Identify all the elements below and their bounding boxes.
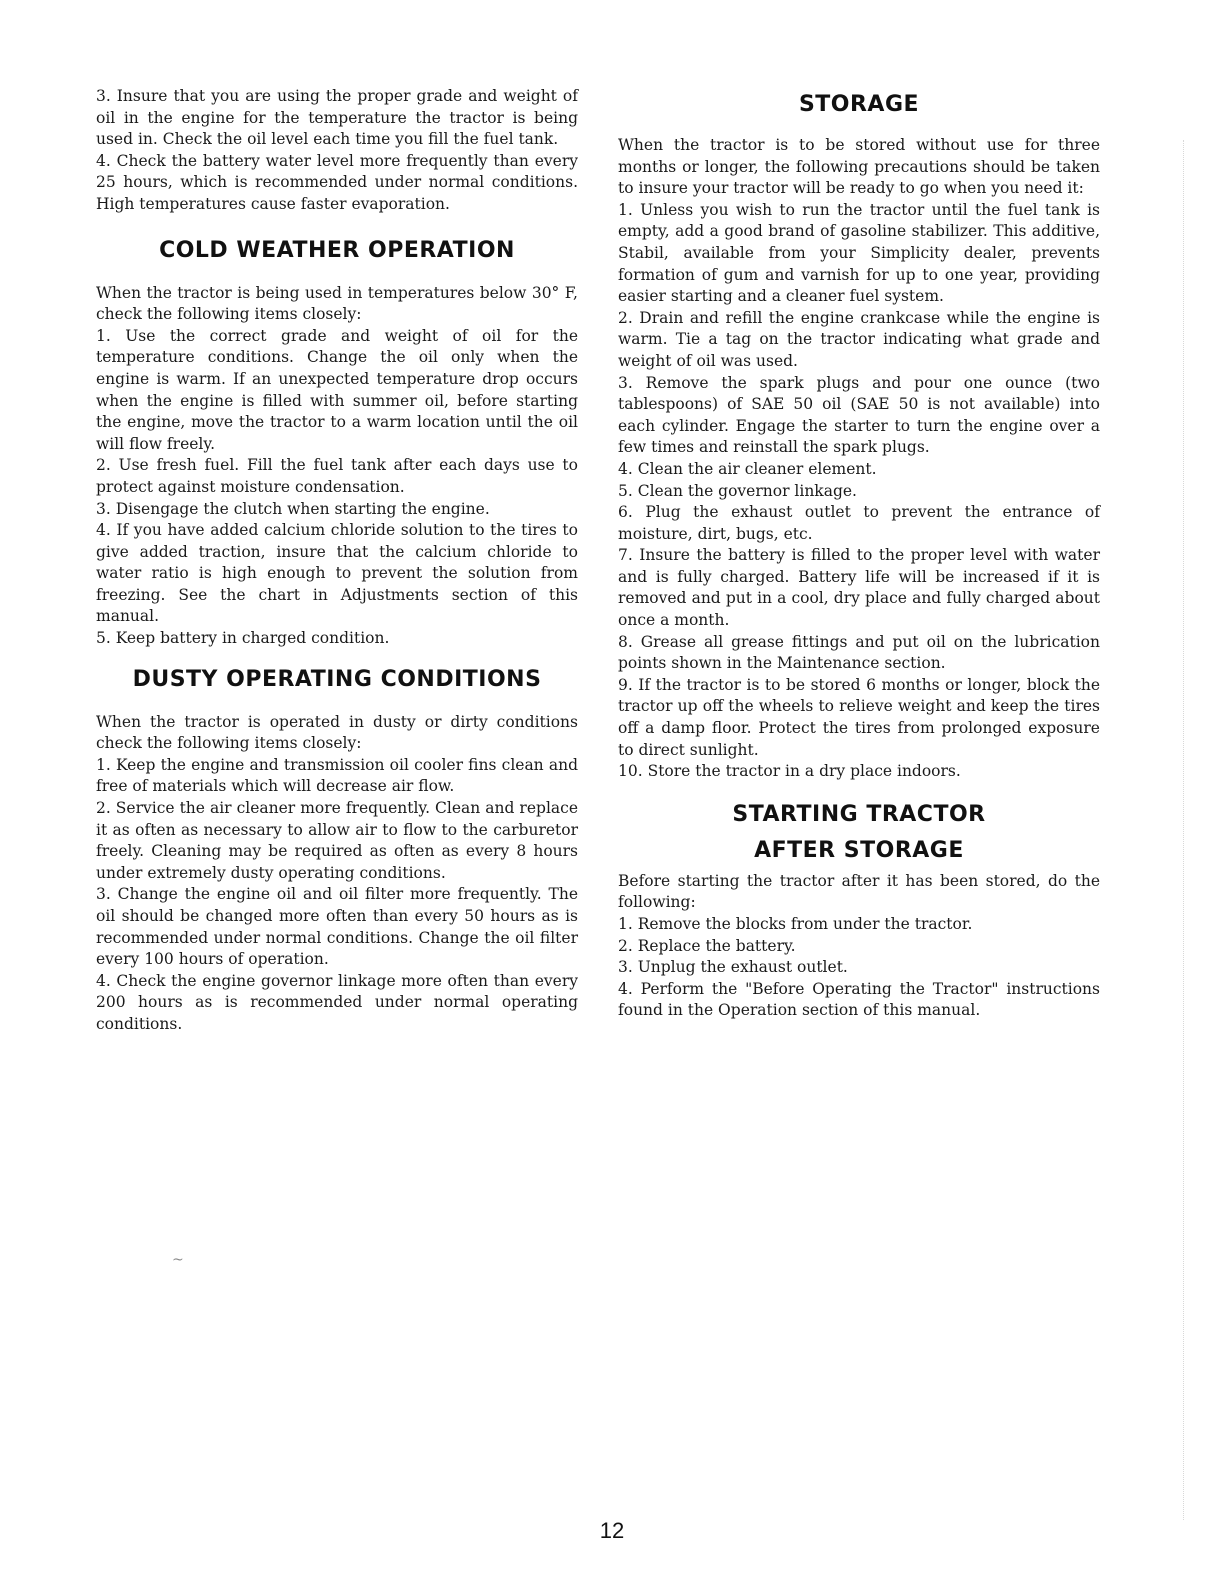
cold-weather-item-5: 5. Keep battery in charged condition. xyxy=(96,629,390,648)
dusty-item-4: 4. Check the engine governor linkage more often than every 200 hours as is recommended under normal operating conditions. xyxy=(96,971,578,1033)
storage-item-2: 2. Drain and refill the engine crankcase while the engine is warm. Tie a tag on the tractor indicating what grade and weight of oil was used. xyxy=(618,308,1100,370)
dusty-item-3: 3. Change the engine oil and oil filter more frequently. The oil should be changed more often than every 50 hours as is recommended under normal conditions. Change the oil filter every 100 hours of operation. xyxy=(96,885,578,969)
storage-item-3: 3. Remove the spark plugs and pour one ounce (two tablespoons) of SAE 50 oil (SAE 50 is not available) into each cylinder. Engage the starter to turn the engine over a few times and reinstall the spark plugs. xyxy=(618,373,1100,457)
storage-item-5: 5. Clean the governor linkage. xyxy=(618,481,857,500)
storage-item-1: 1. Unless you wish to run the tractor until the fuel tank is empty, add a good brand of gasoline stabilizer. This additive, Stabil, available from your Simplicity dealer, prevents formation of gum and varnish for up to one year, providing easier starting and a cleaner fuel system. xyxy=(618,200,1100,306)
starting-heading-line-2: AFTER STORAGE xyxy=(754,837,964,863)
storage-item-9: 9. If the tractor is to be stored 6 months or longer, block the tractor up off the wheels to relieve weight and keep the tires off a damp floor. Protect the tires from prolonged exposure to direct sunlight. xyxy=(618,675,1100,759)
dusty-intro: When the tractor is operated in dusty or dirty conditions check the following items closely: xyxy=(96,712,578,753)
dusty-section xyxy=(96,712,578,1036)
scan-edge-artifact xyxy=(1182,140,1184,1520)
dusty-item-1: 1. Keep the engine and transmission oil cooler fins clean and free of materials which will decrease air flow. xyxy=(96,755,578,796)
storage-section xyxy=(618,135,1100,783)
starting-intro: Before starting the tractor after it has been stored, do the following: xyxy=(618,871,1100,912)
intro-item-4: 4. Check the battery water level more frequently than every 25 hours, which is recommended under normal conditions. High temperatures cause faster evaporation. xyxy=(96,151,578,213)
starting-after-storage-heading xyxy=(618,797,1100,869)
starting-section xyxy=(618,871,1100,1022)
right-column xyxy=(618,86,1100,1022)
cold-weather-item-4: 4. If you have added calcium chloride solution to the tires to give added traction, insure that the calcium chloride to water ratio is high enough to prevent the solution from freezing. See the chart in Adjustments section of this manual. xyxy=(96,521,578,626)
starting-item-2: 2. Replace the battery. xyxy=(618,936,796,955)
left-column xyxy=(96,86,578,1036)
cold-weather-item-3: 3. Disengage the clutch when starting the engine. xyxy=(96,499,490,518)
storage-item-7: 7. Insure the battery is filled to the proper level with water and is fully charged. Battery life will be increased if it is removed and put in a cool, dry place and fully charged about once a month. xyxy=(618,546,1100,630)
storage-item-4: 4. Clean the air cleaner element. xyxy=(618,459,877,478)
storage-item-10: 10. Store the tractor in a dry place indoors. xyxy=(618,762,961,781)
starting-item-1: 1. Remove the blocks from under the tractor. xyxy=(618,915,973,933)
dusty-heading: DUSTY OPERATING CONDITIONS xyxy=(132,666,542,692)
cold-weather-intro: When the tractor is being used in temperatures below 30° F, check the following items closely: xyxy=(96,283,578,324)
starting-item-3: 3. Unplug the exhaust outlet. xyxy=(618,958,848,977)
starting-heading-line-1: STARTING TRACTOR xyxy=(732,801,986,827)
intro-section xyxy=(96,86,578,216)
cold-weather-item-1: 1. Use the correct grade and weight of oil for the temperature conditions. Change the oil only when the engine is warm. If an unexpected temperature drop occurs when the engine is filled with summer oil, before starting the engine, move the tractor to a warm location until the oil will flow freely. xyxy=(96,326,578,453)
cold-weather-section xyxy=(96,283,578,650)
storage-item-6: 6. Plug the exhaust outlet to prevent the entrance of moisture, dirt, bugs, etc. xyxy=(618,503,1100,543)
cold-weather-heading: COLD WEATHER OPERATION xyxy=(159,237,515,263)
storage-intro: When the tractor is to be stored without use for three months or longer, the following precautions should be taken to insure your tractor will be ready to go when you need it: xyxy=(618,136,1100,198)
starting-item-4: 4. Perform the "Before Operating the Tractor" instructions found in the Operation section of this manual. xyxy=(618,979,1100,1020)
cold-weather-item-2: 2. Use fresh fuel. Fill the fuel tank after each days use to protect against moisture condensation. xyxy=(96,456,578,496)
page-number: 12 xyxy=(599,1518,625,1543)
storage-item-8: 8. Grease all grease fittings and put oil on the lubrication points shown in the Maintenance section. xyxy=(618,632,1100,673)
intro-item-3: 3. Insure that you are using the proper grade and weight of oil in the engine for the temperature the tractor is being used in. Check the oil level each time you fill the fuel tank. xyxy=(96,87,578,149)
scan-smudge-mark: ~ xyxy=(172,1252,184,1268)
storage-heading: STORAGE xyxy=(798,92,920,117)
dusty-item-2: 2. Service the air cleaner more frequently. Clean and replace it as often as necessary to allow air to flow to the carburetor freely. Cleaning may be required as often as every 8 hours under extremely dusty operating conditions. xyxy=(96,799,578,882)
